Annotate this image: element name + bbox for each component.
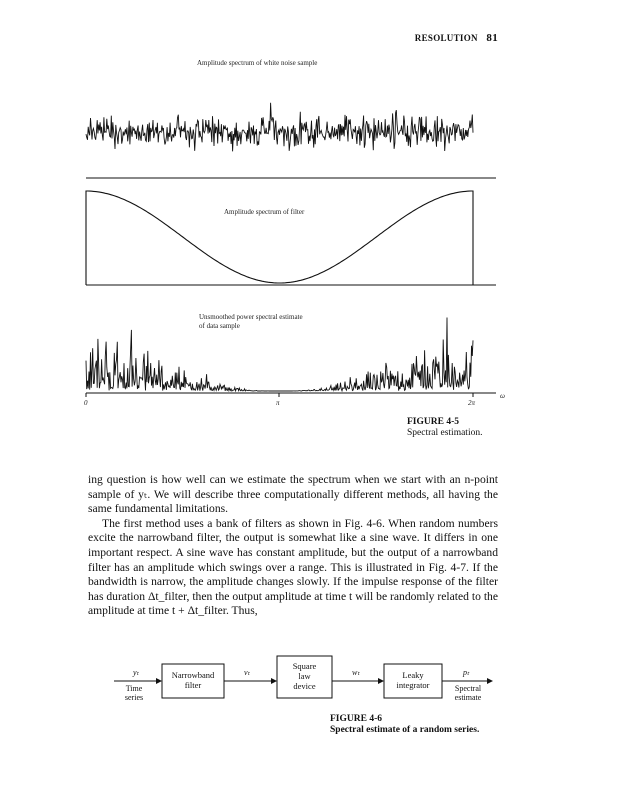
figure-4-5-label: FIGURE 4-5 bbox=[407, 417, 459, 427]
figure-4-6-label: FIGURE 4-6 bbox=[330, 714, 382, 724]
panel2-title: Amplitude spectrum of filter bbox=[224, 208, 305, 216]
figure-4-6-caption bbox=[330, 714, 479, 736]
x-tick-2pi: 2π bbox=[468, 399, 476, 407]
block2-line3: device bbox=[293, 681, 316, 691]
panel3-title-line2: of data sample bbox=[199, 322, 240, 330]
output-label-line2: estimate bbox=[454, 693, 482, 702]
page-number: 81 bbox=[486, 32, 498, 44]
panel3-title-line1: Unsmoothed power spectral estimate bbox=[199, 313, 303, 321]
block3-label bbox=[384, 670, 442, 690]
output-label-line1: Spectral bbox=[454, 684, 482, 693]
input-label-line1: Time bbox=[125, 684, 143, 693]
output-label bbox=[445, 684, 491, 702]
paragraph-2: The first method uses a bank of filters as shown in Fig. 4-6. When random numbers excite the narrowband filter, the output is somewhat like a sine wave. It differs in one important respect. A sine wave has constant amplitude, but the output of a narrowband filter has an amplitude which swings over a range. This is illustrated in Fig. 4-7. If the bandwidth is narrow, the amplitude changes slowly. If the impulse response of the filter has duration Δt_filter, then the output amplitude at time t will be randomly related to the amplitude at time t + Δt_filter. Thus, bbox=[88, 516, 498, 618]
signal-y: yₜ bbox=[133, 668, 139, 677]
signal-w: wₜ bbox=[352, 668, 360, 677]
block2-label bbox=[277, 661, 332, 691]
block3-line1: Leaky bbox=[402, 670, 424, 680]
signal-v: vₜ bbox=[244, 668, 250, 677]
x-tick-pi: π bbox=[276, 399, 280, 407]
paragraph-1: ing question is how well can we estimate the spectrum when we start with an n-point sample of yₜ. We will describe three computationally different methods, all having the same fundamental limitations. bbox=[88, 473, 498, 516]
x-tick-0: 0 bbox=[84, 399, 88, 407]
block1-label bbox=[162, 670, 224, 690]
running-title: RESOLUTION bbox=[414, 33, 478, 43]
block3-line2: integrator bbox=[396, 680, 430, 690]
panel1-title: Amplitude spectrum of white noise sample bbox=[197, 59, 318, 67]
input-label bbox=[112, 684, 156, 702]
block2-line2: law bbox=[298, 671, 311, 681]
block2-line1: Square bbox=[292, 661, 317, 671]
figure-4-6-text: Spectral estimate of a random series. bbox=[330, 725, 480, 735]
figure-4-5-text: Spectral estimation. bbox=[407, 428, 483, 438]
block1-line2: filter bbox=[184, 680, 202, 690]
x-axis-symbol: ω bbox=[500, 392, 505, 400]
block1-line1: Narrowband bbox=[171, 670, 215, 680]
input-label-line2: series bbox=[124, 693, 144, 702]
signal-p: pₜ bbox=[463, 668, 470, 677]
